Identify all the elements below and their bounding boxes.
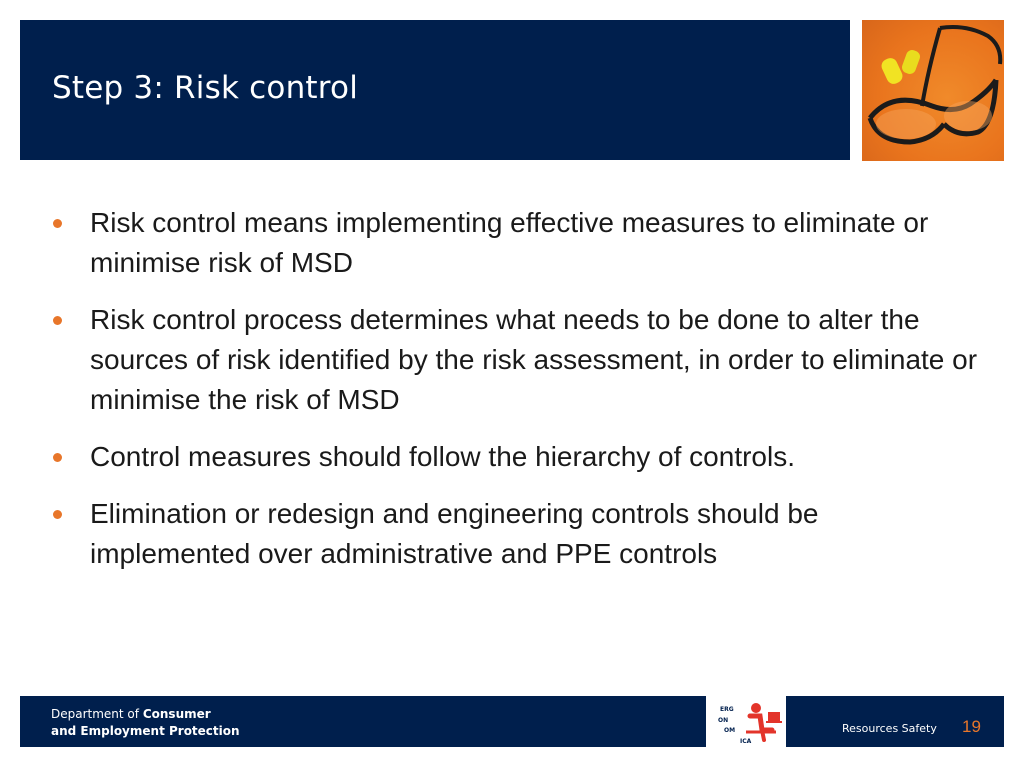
svg-text:OM: OM <box>724 727 736 734</box>
bullet-text: Control measures should follow the hierarchy of controls. <box>90 441 796 472</box>
safety-glasses-icon <box>862 20 1004 161</box>
department-name <box>51 706 240 740</box>
bullet-dot <box>53 316 62 325</box>
footer-resources-bar <box>786 696 1004 747</box>
safety-glasses-photo <box>862 20 1004 161</box>
svg-text:ICA: ICA <box>740 738 752 745</box>
title-bar <box>20 20 850 160</box>
page-number: 19 <box>962 717 981 736</box>
bullet-list <box>50 203 980 591</box>
svg-text:ON: ON <box>718 717 729 724</box>
bullet-dot <box>53 219 62 228</box>
bullet-text: Elimination or redesign and engineering controls should be implemented over administrative and PPE controls <box>90 498 819 569</box>
bullet-dot <box>53 453 62 462</box>
bullet-text: Risk control means implementing effective measures to eliminate or minimise risk of MSD <box>90 207 929 278</box>
slide-title: Step 3: Risk control <box>52 70 359 106</box>
bullet-item <box>50 300 980 420</box>
bullet-item <box>50 437 980 477</box>
dept-bold-2: and Employment Protection <box>51 724 240 738</box>
bullet-text: Risk control process determines what needs to be done to alter the sources of risk identified by the risk assessment, in order to eliminate or minimise the risk of MSD <box>90 304 978 415</box>
ergonomica-logo-icon <box>706 696 786 747</box>
bullet-item <box>50 494 980 574</box>
bullet-dot <box>53 510 62 519</box>
bullet-item <box>50 203 980 283</box>
footer-department-bar <box>20 696 706 747</box>
dept-prefix: Department of <box>51 707 139 721</box>
svg-text:ERG: ERG <box>720 706 734 713</box>
resources-safety-label: Resources Safety <box>842 722 937 735</box>
dept-bold-1: Consumer <box>142 707 211 721</box>
ergonomica-logo <box>706 696 786 747</box>
